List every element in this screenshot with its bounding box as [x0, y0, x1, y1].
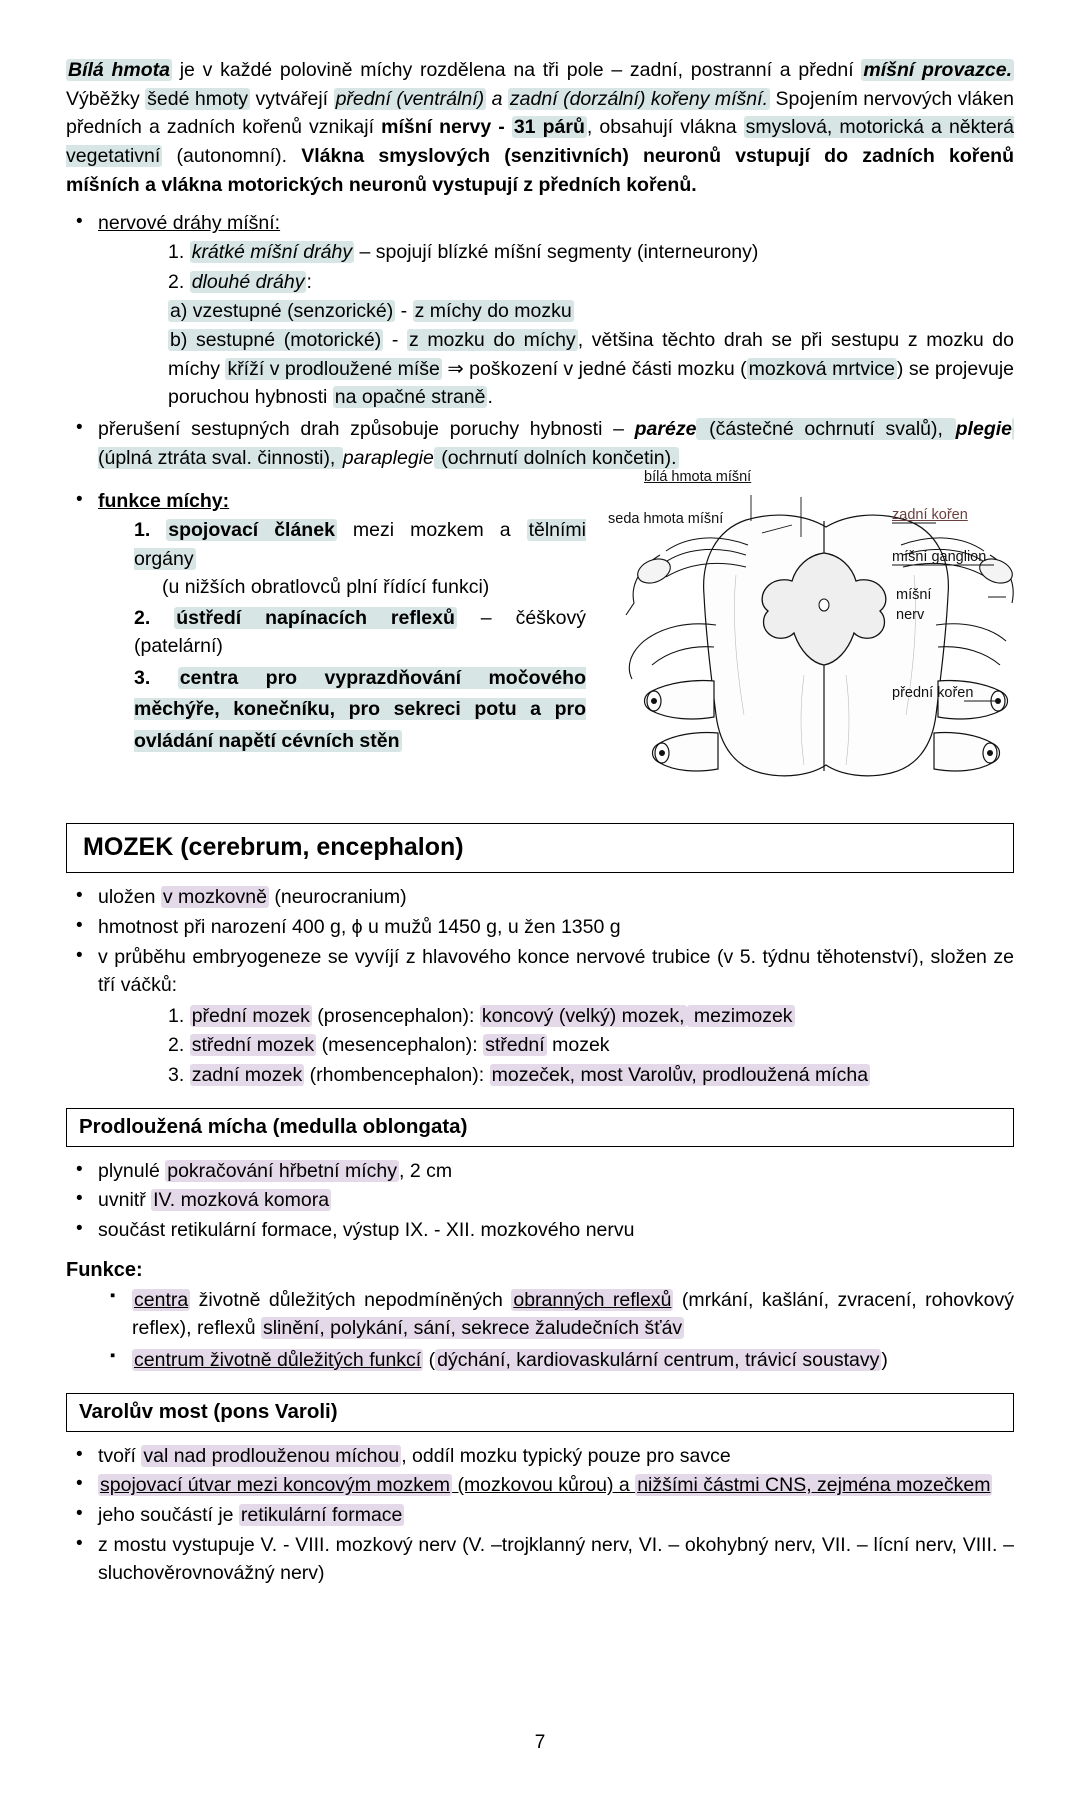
intro-term-bila-hmota: Bílá hmota: [68, 59, 170, 81]
intro-text-3: vytvářejí: [250, 87, 334, 110]
funkce-item-3: [134, 663, 586, 757]
vacek-1-number: 1.: [168, 1004, 185, 1027]
funkce-item-3-term: centra pro vyprazdňování močového měchýře, konečníku, pro sekreci potu a pro ovládání napětí cévních stěn: [134, 667, 586, 752]
funkce-item-1-term: spojovací článek: [168, 518, 335, 541]
intro-paragraph: [66, 56, 1014, 199]
vacek-2-hl2: střední: [485, 1034, 545, 1057]
vacek-item-1: [168, 1002, 1014, 1031]
drahy-a-rest: z míchy do mozku: [414, 300, 572, 323]
drahy-item-1: [168, 238, 1014, 267]
drahy-b-label: b) sestupné (motorické): [170, 328, 382, 351]
figure-label-seda-hmota-misni: seda hmota míšní: [608, 511, 724, 528]
pm-f1-mid: životně důležitých nepodmíněných: [190, 1288, 512, 1311]
figure-label-misni-ganglion: míšní ganglion: [892, 549, 987, 566]
funkce-item-1-sub: (u nižších obratlovců plní řídící funkci): [162, 576, 490, 599]
mozek-bullet-2: [66, 913, 1014, 942]
funkce-item-2-number: 2.: [134, 606, 151, 629]
drahy-item-1-number: 1.: [168, 240, 185, 263]
vm-b4-pre: z mostu vystupuje V. - VIII. mozkový nerv (V. –trojklanný nerv, VI. – okohybný nerv, VII. – lícní nerv, VIII. – sluchověrovnovážný nerv): [98, 1533, 1014, 1585]
vacek-3-hl1: zadní mozek: [191, 1064, 303, 1087]
figure-label-misni: míšní: [896, 587, 932, 604]
intro-text-1: je v každé polovině míchy rozdělena na tři pole – zadní, postranní a přední: [172, 59, 862, 81]
bullet-funkce-michy: [66, 487, 586, 757]
varoluv-most-bullets: [66, 1442, 1014, 1588]
nervove-drahy-list: [66, 209, 1014, 472]
vacek-2-mid: (mesencephalon):: [316, 1034, 484, 1057]
drahy-b-rest3: ) se projevuje poruchou hybnosti: [168, 357, 1014, 409]
drahy-item-2: [168, 268, 1014, 297]
vacek-item-3: [168, 1061, 1014, 1090]
drahy-b-rest1: z mozku do míchy: [408, 328, 576, 351]
pm-funkce-item-1: [110, 1286, 1014, 1343]
mozek-b1-post: (neurocranium): [268, 886, 407, 909]
drahy-b-sep: -: [383, 328, 407, 351]
mozek-vacky-list: [98, 1002, 1014, 1090]
intro-text-5: Spojením nervových vláken předních a zadních kořenů vznikají: [66, 87, 1015, 139]
funkce-item-3-number: 3.: [134, 667, 151, 690]
drahy-item-1-term: krátké míšní dráhy: [191, 240, 353, 263]
vacek-1-hl2: koncový (velký) mozek,: [481, 1004, 685, 1027]
pm-b3-pre: součást retikulární formace, výstup IX. - XII. mozkového nervu: [98, 1219, 635, 1242]
funkce-michy-list: [66, 487, 586, 757]
vm-b2-hl2: nižšími částmi CNS, zejména mozečkem: [637, 1474, 991, 1497]
vacek-1-hl1: přední mozek: [191, 1004, 310, 1027]
vacek-3-mid: (rhombencephalon):: [304, 1064, 490, 1087]
pm-b1-post: , 2 cm: [399, 1159, 453, 1182]
vm-b1-hl: val nad prodlouženou míchou: [143, 1444, 400, 1467]
drahy-b-arrow: ⇒ poškození v jedné části mozku (: [441, 357, 747, 380]
vm-b2-hl1: spojovací útvar mezi koncovým mozkem: [100, 1474, 451, 1497]
drahy-b-end: .: [487, 386, 493, 409]
funkce-michy-heading: funkce míchy:: [98, 490, 230, 513]
mozek-bullet-3: [66, 943, 1014, 1090]
intro-term-misni-nervy: míšní nervy -: [381, 116, 512, 139]
parezy-term-pareze: paréze: [634, 417, 697, 440]
vm-b2-mid: (mozkovou kůrou) a: [452, 1474, 636, 1497]
section-header-prodlouzena-micha: Prodloužená mícha (medulla oblongata): [66, 1108, 1014, 1147]
spinal-cord-figure-container: [596, 469, 1016, 805]
drahy-sub-b: [98, 326, 1014, 412]
intro-text-7: (autonomní).: [162, 144, 302, 167]
drahy-b-hl2: mozková mrtvice: [748, 357, 895, 380]
pm-bullet-3: [66, 1216, 1014, 1245]
funkce-item-1-rest-hl: tělními orgány: [134, 518, 587, 570]
vacek-3-number: 3.: [168, 1064, 185, 1087]
pm-bullet-2: [66, 1186, 1014, 1215]
intro-term-31-paru: 31 párů: [513, 116, 585, 139]
intro-text-4: a: [486, 87, 508, 110]
mozek-b3-pre: v průběhu embryogeneze se vyvíjí z hlavového konce nervové trubice (v 5. týdnu těhotenství), složen ze tří váčků:: [98, 945, 1014, 997]
vm-b1-pre: tvoří: [98, 1444, 142, 1467]
pm-b2-pre: uvnitř: [98, 1189, 152, 1212]
figure-label-predni-koren: přední kořen: [892, 685, 974, 702]
vacek-2-post: mozek: [546, 1034, 610, 1057]
pm-b2-hl: IV. mozková komora: [153, 1189, 330, 1212]
drahy-a-sep: -: [395, 300, 413, 323]
figure-label-zadni-koren: zadní kořen: [892, 507, 968, 524]
vm-bullet-1: [66, 1442, 1014, 1471]
funkce-item-2-term: ústředí napínacích reflexů: [176, 606, 455, 629]
pm-f2-centrum: centrum životně důležitých funkcí: [134, 1349, 422, 1372]
drahy-numbered-list: [98, 238, 1014, 296]
intro-term-sede-hmoty: šedé hmoty: [147, 87, 249, 110]
prodlouzena-micha-funkce-list: [66, 1286, 1014, 1375]
prodlouzena-micha-funkce-label: Funkce:: [66, 1258, 143, 1281]
pm-bullet-1: [66, 1157, 1014, 1186]
intro-bold-tail: Vlákna smyslových (senzitivních) neuronů vstupují do zadních kořenů míšních a vlákna motorických neuronů vystupují z předních kořenů.: [66, 144, 1014, 196]
intro-term-misni-provazce: míšní provazce.: [863, 59, 1012, 81]
vacek-1-hl3: mezimozek: [688, 1004, 793, 1027]
parezy-p1: přerušení sestupných drah způsobuje poruchy hybnosti –: [98, 417, 635, 440]
vacek-2-hl1: střední mozek: [191, 1034, 315, 1057]
section-header-mozek: MOZEK (cerebrum, encephalon): [66, 823, 1014, 873]
parezy-term-paraplegie: paraplegie: [342, 446, 434, 469]
intro-text-2: Výběžky: [66, 87, 146, 110]
pm-f2-rest: (: [423, 1349, 436, 1372]
figure-label-nerv: nerv: [896, 607, 925, 624]
funkce-item-1-number: 1.: [134, 518, 151, 541]
pm-f1-centra: centra: [134, 1288, 189, 1311]
pm-funkce-item-2: [110, 1346, 1014, 1375]
prodlouzena-micha-bullets: [66, 1157, 1014, 1245]
vm-b1-post: , oddíl mozku typický pouze pro savce: [401, 1444, 731, 1467]
funkce-michy-column: [66, 475, 586, 760]
funkce-item-1-rest: mezi mozkem a: [336, 518, 527, 541]
vacek-item-2: [168, 1031, 1014, 1060]
drahy-b-rest2: , většina těchto drah se při sestupu z mozku do míchy: [168, 328, 1014, 380]
drahy-b-hl3: na opačné straně: [334, 386, 486, 409]
parezy-p4: (ochrnutí dolních končetin).: [435, 446, 677, 469]
vm-bullet-3: [66, 1501, 1014, 1530]
pm-b1-hl: pokračování hřbetní míchy: [167, 1159, 398, 1182]
pm-f1-obranne: obranných reflexů: [513, 1288, 672, 1311]
drahy-sub-a: [98, 297, 1014, 326]
section-header-varoluv-most: Varolův most (pons Varoli): [66, 1393, 1014, 1432]
intro-term-smyslova: smyslová, motorická a některá vegetativní: [66, 116, 1015, 167]
drahy-item-2-term: dlouhé dráhy: [191, 270, 305, 293]
figure-label-bila-hmota-misni: bílá hmota míšní: [644, 469, 752, 486]
parezy-p2: (částečné ochrnutí svalů),: [698, 417, 954, 440]
pm-f1-rest: (mrkání, kašlání, zvracení, rohovkový reflex), reflexů: [132, 1288, 1014, 1340]
intro-term-predni-ventralni: přední (ventrální): [335, 87, 485, 110]
funkce-item-2-rest: – čéškový (patelární): [134, 606, 587, 658]
pm-f2-hl: dýchání, kardiovaskulární centrum, trávicí soustavy: [437, 1349, 880, 1372]
intro-text-6: , obsahují vlákna: [586, 116, 744, 139]
vm-bullet-4: [66, 1531, 1014, 1588]
funkce-michy-and-figure: [66, 469, 1014, 805]
mozek-b2-pre: hmotnost při narození 400 g, ϕ u mužů 1450 g, u žen 1350 g: [98, 915, 621, 938]
vacek-1-mid: (prosencephalon):: [311, 1004, 480, 1027]
vm-b3-pre: jeho součástí je: [98, 1504, 239, 1527]
mozek-bullet-1: [66, 883, 1014, 912]
mozek-b1-pre: uložen: [98, 886, 161, 909]
vm-bullet-2: [66, 1471, 1014, 1500]
vm-b3-hl: retikulární formace: [240, 1504, 403, 1527]
funkce-michy-items: [98, 516, 586, 757]
funkce-item-1: [134, 516, 586, 602]
pm-f1-hl: slinění, polykání, sání, sekrece žaludečních šťáv: [262, 1317, 683, 1340]
page-number: 7: [534, 1732, 546, 1753]
mozek-b1-hl: v mozkovně: [162, 886, 267, 909]
drahy-b-hl1: kříží v prodloužené míše: [227, 357, 440, 380]
vacek-3-hl2: mozeček, most Varolův, prodloužená mícha: [491, 1064, 869, 1087]
drahy-item-2-number: 2.: [168, 270, 185, 293]
pm-f2-end: ): [881, 1349, 888, 1372]
intro-term-zadni-dorzalni: zadní (dorzální) kořeny míšní.: [509, 87, 768, 110]
drahy-item-2-rest: :: [306, 270, 312, 293]
mozek-bullets: [66, 883, 1014, 1090]
drahy-item-1-rest: – spojují blízké míšní segmenty (interneurony): [354, 240, 759, 263]
drahy-heading: nervové dráhy míšní:: [98, 212, 281, 235]
pm-b1-pre: plynulé: [98, 1159, 166, 1182]
bullet-parezy: [66, 415, 1014, 472]
parezy-term-plegie: plegie: [955, 417, 1012, 440]
vacek-2-number: 2.: [168, 1034, 185, 1057]
parezy-p3: (úplná ztráta sval. činnosti),: [98, 418, 1014, 469]
bullet-nervove-drahy: [66, 209, 1014, 412]
drahy-a-label: a) vzestupné (senzorické): [170, 300, 394, 323]
spinal-cord-figure: [596, 469, 1016, 805]
funkce-item-2: [134, 604, 586, 661]
